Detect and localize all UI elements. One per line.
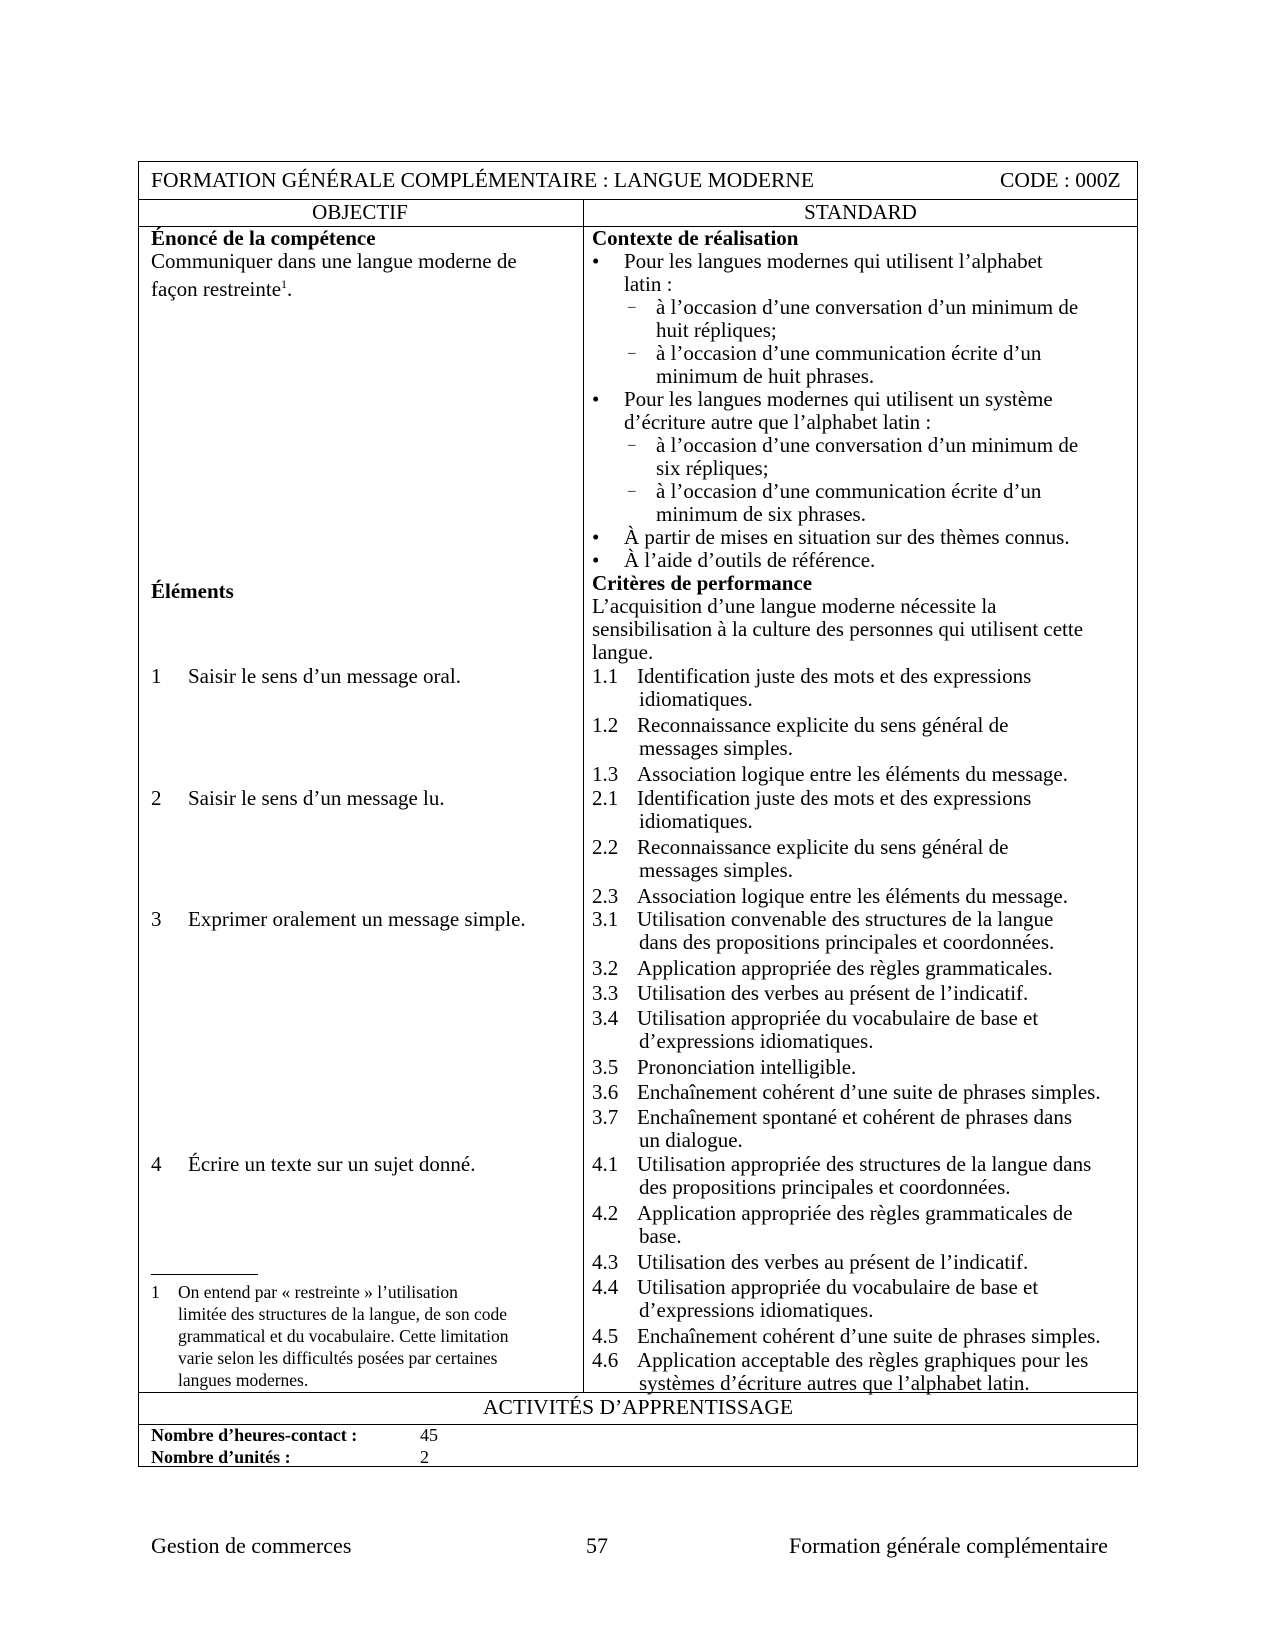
- footnote-line-5: langues modernes.: [178, 1370, 309, 1390]
- footnote-line-2: limitée des structures de la langue, de son code: [178, 1304, 507, 1324]
- standard-column-header: STANDARD: [804, 200, 917, 224]
- bullet-icon: •: [592, 525, 600, 549]
- dash-icon: –: [628, 299, 636, 315]
- hours-label: Nombre d’heures-contact :: [151, 1425, 358, 1445]
- criteria-intro-2: sensibilisation à la culture des personnes qui utilisent cette: [592, 617, 1084, 641]
- table-title: FORMATION GÉNÉRALE COMPLÉMENTAIRE : LANGUE MODERNE: [151, 168, 814, 192]
- dash-icon: –: [628, 437, 636, 453]
- context-sub-2b-cont: minimum de six phrases.: [656, 502, 866, 526]
- footer-right: Formation générale complémentaire: [789, 1533, 1108, 1558]
- criteria-heading: Critères de performance: [592, 571, 813, 595]
- column-divider: [583, 199, 584, 1392]
- bullet-icon: •: [592, 548, 600, 572]
- footnote-line-3: grammatical et du vocabulaire. Cette limitation: [178, 1326, 509, 1346]
- context-sub-2a-cont: six répliques;: [656, 456, 769, 480]
- footnote-line-4: varie selon les difficultés posées par certaines: [178, 1348, 498, 1368]
- footnote-number: 1: [151, 1282, 160, 1302]
- bullet-icon: •: [592, 387, 600, 411]
- criteria-intro-1: L’acquisition d’une langue moderne nécessite la: [592, 594, 997, 618]
- bullet-icon: •: [592, 249, 600, 273]
- dash-icon: –: [628, 483, 636, 499]
- footnote-separator: [151, 1274, 258, 1275]
- context-heading: Contexte de réalisation: [592, 226, 799, 250]
- context-bullet-1-cont: latin :: [624, 272, 673, 296]
- footnote-reference: 1: [281, 277, 288, 291]
- page-number: 57: [586, 1533, 608, 1558]
- units-label: Nombre d’unités :: [151, 1447, 291, 1467]
- elements-heading: Éléments: [151, 579, 234, 603]
- competence-heading: Énoncé de la compétence: [151, 226, 376, 250]
- competence-line-2: façon restreinte$^1$.: [151, 277, 293, 301]
- hours-value: 45: [420, 1425, 438, 1445]
- context-sub-1a-cont: huit répliques;: [656, 318, 777, 342]
- footer-left: Gestion de commerces: [151, 1533, 352, 1558]
- units-value: 2: [420, 1447, 429, 1467]
- objective-column-header: OBJECTIF: [312, 200, 408, 224]
- footnote-line-1: On entend par « restreinte » l’utilisation: [178, 1282, 458, 1302]
- competence-line-1: Communiquer dans une langue moderne de: [151, 249, 517, 273]
- table-code: CODE : 000Z: [1000, 168, 1121, 192]
- context-bullet-2-cont: d’écriture autre que l’alphabet latin :: [624, 410, 932, 434]
- activities-heading: ACTIVITÉS D’APPRENTISSAGE: [483, 1395, 793, 1419]
- criteria-intro-3: langue.: [592, 640, 654, 664]
- context-sub-1b-cont: minimum de huit phrases.: [656, 364, 875, 388]
- dash-icon: –: [628, 345, 636, 361]
